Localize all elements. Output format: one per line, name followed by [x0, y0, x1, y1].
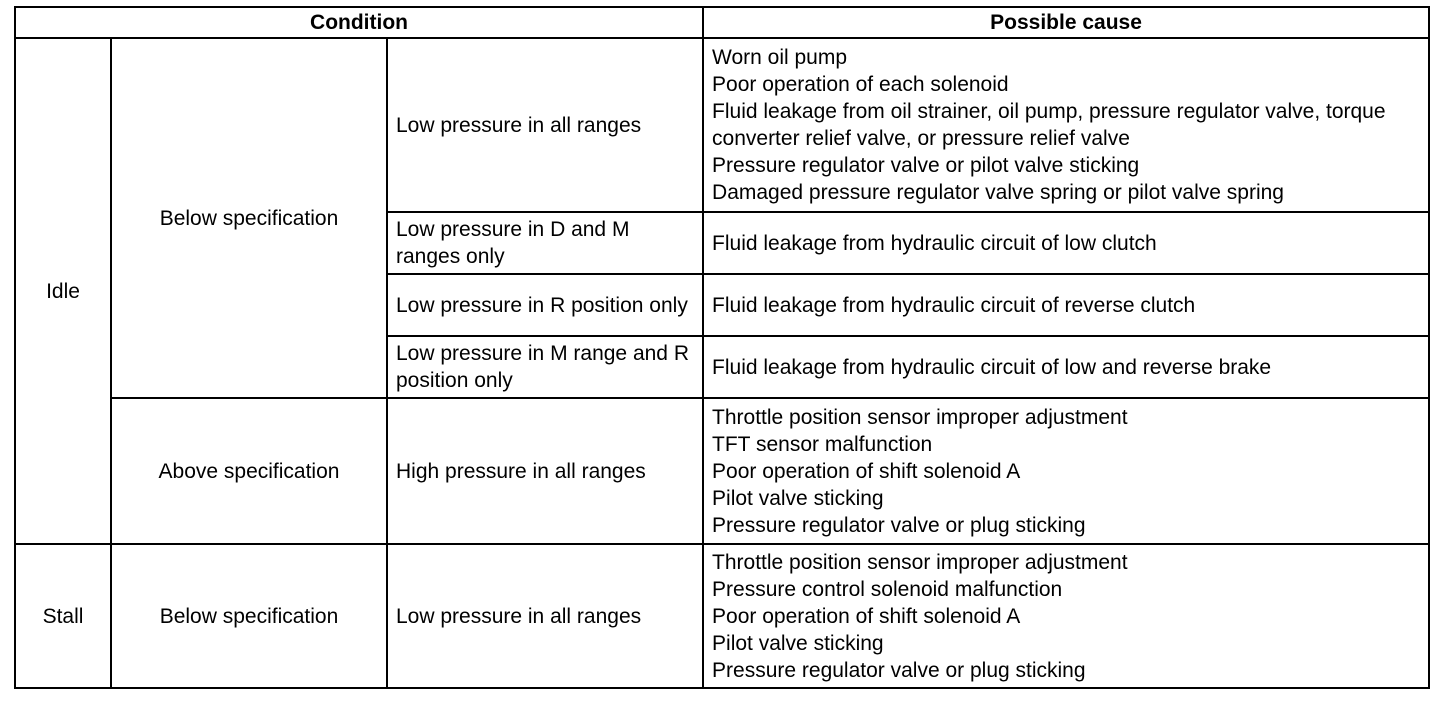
- cause-line: Pilot valve sticking: [712, 486, 884, 510]
- cause-line: Poor operation of shift solenoid A: [712, 604, 1021, 628]
- idle-below-spec-cell: Below specification: [111, 38, 387, 398]
- cause-cell: [703, 336, 1429, 398]
- cause-line: Pilot valve sticking: [712, 631, 884, 655]
- table-row: [15, 38, 1429, 212]
- cause-line: Throttle position sensor improper adjustment: [712, 550, 1128, 574]
- cause-line: Fluid leakage from hydraulic circuit of low and reverse brake: [712, 355, 1272, 379]
- condition-cell: Low pressure in R position only: [387, 274, 703, 336]
- condition-cell: Low pressure in all ranges: [387, 544, 703, 688]
- cause-line: Fluid leakage from oil strainer, oil pump, pressure regulator valve, torque converter relief valve, or pressure relief valve: [712, 100, 1386, 150]
- cause-cell: [703, 544, 1429, 688]
- cause-line: Pressure regulator valve or plug sticking: [712, 513, 1086, 537]
- stall-cell: Stall: [15, 544, 111, 688]
- condition-cell: High pressure in all ranges: [387, 398, 703, 544]
- cause-line: Pressure control solenoid malfunction: [712, 577, 1063, 601]
- table-row: [15, 398, 1429, 544]
- cause-line: Poor operation of each solenoid: [712, 73, 1009, 96]
- condition-cell: Low pressure in M range and R position only: [387, 336, 703, 398]
- cause-line: Throttle position sensor improper adjustment: [712, 405, 1128, 429]
- cause-line: Poor operation of shift solenoid A: [712, 459, 1021, 483]
- idle-cell: Idle: [15, 38, 111, 544]
- condition-cell: Low pressure in D and M ranges only: [387, 212, 703, 274]
- cause-line: Pressure regulator valve or pilot valve sticking: [712, 154, 1140, 177]
- cause-line: Worn oil pump: [712, 46, 848, 69]
- diagnosis-table: [14, 6, 1430, 689]
- condition-cell: Low pressure in all ranges: [387, 38, 703, 212]
- cause-line: Fluid leakage from hydraulic circuit of reverse clutch: [712, 293, 1196, 317]
- cause-line: TFT sensor malfunction: [712, 432, 933, 456]
- cause-cell: [703, 274, 1429, 336]
- stall-below-spec-cell: Below specification: [111, 544, 387, 688]
- cause-line: Damaged pressure regulator valve spring or pilot valve spring: [712, 181, 1284, 204]
- cause-cell: [703, 398, 1429, 544]
- cause-line: Pressure regulator valve or plug sticking: [712, 658, 1086, 682]
- table-row: [15, 544, 1429, 688]
- cause-line: Fluid leakage from hydraulic circuit of low clutch: [712, 231, 1157, 255]
- header-row: [15, 7, 1429, 38]
- cause-cell: [703, 212, 1429, 274]
- idle-above-spec-cell: Above specification: [111, 398, 387, 544]
- condition-header: Condition: [15, 7, 703, 38]
- possible-cause-header: Possible cause: [703, 7, 1429, 38]
- cause-cell: [703, 38, 1429, 212]
